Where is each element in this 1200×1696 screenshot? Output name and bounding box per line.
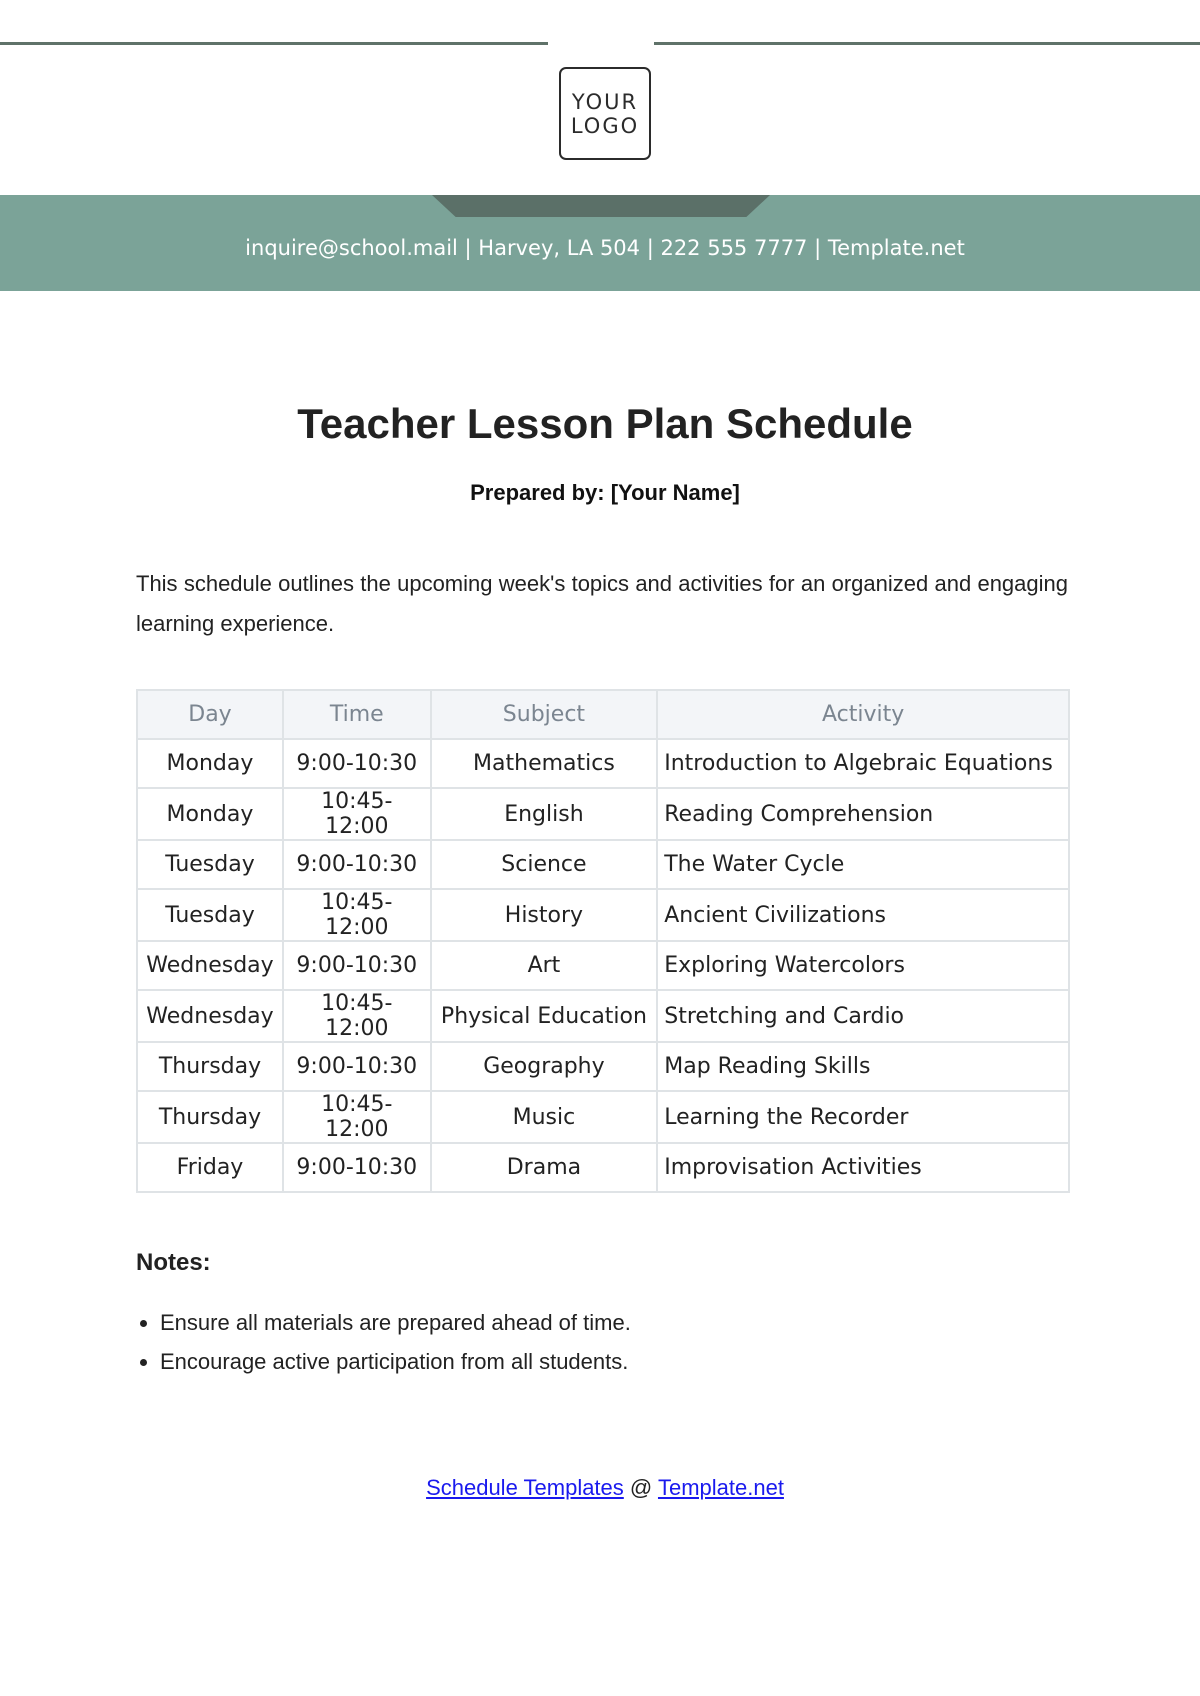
table-row [137,1143,1069,1192]
cell-activity: The Water Cycle [657,840,1069,889]
table-row [137,1042,1069,1091]
cell-activity: Introduction to Algebraic Equations [657,739,1069,788]
cell-subject: Physical Education [431,990,658,1042]
cell-day: Tuesday [137,889,283,941]
header-day: Day [137,690,283,739]
cell-subject: History [431,889,658,941]
cell-subject: Drama [431,1143,658,1192]
cell-day: Monday [137,788,283,840]
cell-time: 9:00-10:30 [283,1143,431,1192]
cell-activity: Exploring Watercolors [657,941,1069,990]
contact-band-tab [432,195,770,217]
footer-separator: @ [623,1475,658,1500]
header-time: Time [283,690,431,739]
table-row [137,889,1069,941]
cell-time: 10:45-12:00 [283,788,431,840]
schedule-table [136,689,1070,1193]
cell-subject: English [431,788,658,840]
cell-day: Wednesday [137,941,283,990]
cell-time: 10:45-12:00 [283,1091,431,1143]
table-row [137,990,1069,1042]
cell-time: 9:00-10:30 [283,840,431,889]
table-row [137,1091,1069,1143]
cell-day: Monday [137,739,283,788]
cell-activity: Reading Comprehension [657,788,1069,840]
cell-activity: Ancient Civilizations [657,889,1069,941]
contact-info: inquire@school.mail | Harvey, LA 504 | 222 555 7777 | Template.net [245,236,965,260]
cell-activity: Improvisation Activities [657,1143,1069,1192]
prepared-by: Prepared by: [Your Name] [470,480,740,505]
template-net-link[interactable]: Template.net [657,1475,784,1500]
cell-time: 9:00-10:30 [283,941,431,990]
notes-heading: Notes: [136,1249,211,1276]
cell-day: Friday [137,1143,283,1192]
header-rule-left [0,42,548,45]
cell-subject: Art [431,941,658,990]
cell-subject: Mathematics [431,739,658,788]
cell-day: Thursday [137,1091,283,1143]
logo-placeholder [559,67,651,160]
logo-line-1: YOUR [571,89,639,114]
table-row [137,739,1069,788]
list-item: • Ensure all materials are prepared ahead of time. [160,1303,631,1342]
cell-subject: Music [431,1091,658,1143]
header-activity: Activity [657,690,1069,739]
cell-time: 9:00-10:30 [283,739,431,788]
list-item: • Encourage active participation from all students. [160,1342,631,1381]
cell-day: Tuesday [137,840,283,889]
header-rule-right [654,42,1200,45]
cell-activity: Stretching and Cardio [657,990,1069,1042]
cell-day: Thursday [137,1042,283,1091]
cell-activity: Learning the Recorder [657,1091,1069,1143]
notes-list [136,1303,631,1381]
schedule-templates-link[interactable]: Schedule Templates [426,1475,624,1500]
cell-time: 10:45-12:00 [283,990,431,1042]
table-row [137,840,1069,889]
logo-line-2: LOGO [570,113,640,138]
intro-paragraph: This schedule outlines the upcoming week's topics and activities for an organized and engaging learning experience. [136,571,1068,636]
cell-day: Wednesday [137,990,283,1042]
cell-time: 9:00-10:30 [283,1042,431,1091]
cell-subject: Science [431,840,658,889]
page-title: Teacher Lesson Plan Schedule [297,400,913,447]
footer [0,1475,1200,1501]
header-subject: Subject [431,690,658,739]
cell-activity: Map Reading Skills [657,1042,1069,1091]
cell-subject: Geography [431,1042,658,1091]
table-header-row [137,690,1069,739]
table-row [137,788,1069,840]
table-row [137,941,1069,990]
cell-time: 10:45-12:00 [283,889,431,941]
